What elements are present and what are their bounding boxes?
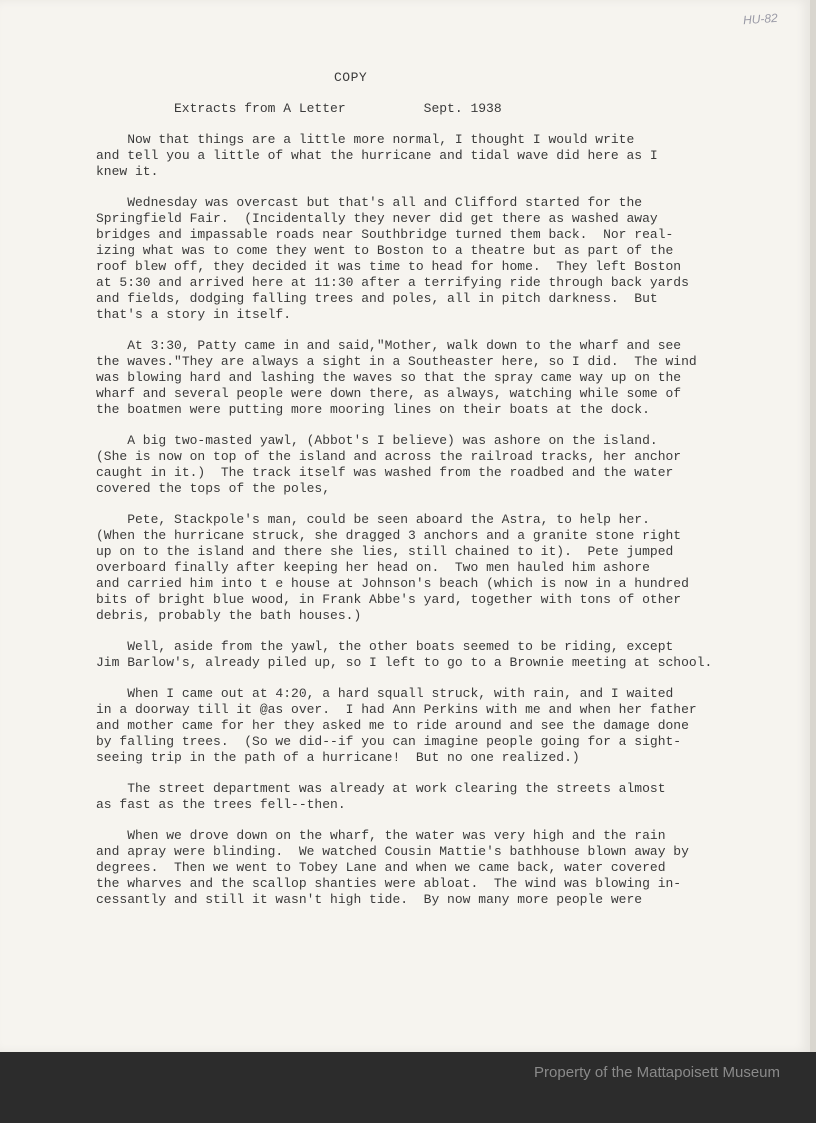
text-line: Now that things are a little more normal, I thought I would write — [96, 132, 635, 147]
paragraph — [96, 433, 736, 497]
text-line: as fast as the trees fell--then. — [96, 797, 346, 812]
archive-mark: HU-82 — [742, 10, 779, 28]
page-title: COPY — [334, 70, 368, 85]
text-line: the wharves and the scallop shanties were abloat. The wind was blowing in- — [96, 876, 682, 891]
text-line: Springfield Fair. (Incidentally they never did get there as washed away — [96, 211, 658, 226]
text-line: A big two-masted yawl, (Abbot's I believe) was ashore on the island. — [96, 433, 658, 448]
text-line: caught in it.) The track itself was washed from the roadbed and the water — [96, 465, 674, 480]
text-line: and carried him into t e house at Johnson's beach (which is now in a hundred — [96, 576, 689, 591]
text-line: Jim Barlow's, already piled up, so I left to go to a Brownie meeting at school. — [96, 655, 713, 670]
text-line: and mother came for her they asked me to ride around and see the damage done — [96, 718, 689, 733]
text-line: at 5:30 and arrived here at 11:30 after a terrifying ride through back yards — [96, 275, 689, 290]
paragraph — [96, 132, 736, 180]
text-line: (When the hurricane struck, she dragged 3 anchors and a granite stone right — [96, 528, 682, 543]
text-line: and tell you a little of what the hurricane and tidal wave did here as I — [96, 148, 658, 163]
text-line: the boatmen were putting more mooring lines on their boats at the dock. — [96, 402, 650, 417]
text-line: the waves."They are always a sight in a Southeaster here, so I did. The wind — [96, 354, 697, 369]
text-line: up on to the island and there she lies, still chained to it). Pete jumped — [96, 544, 674, 559]
scan-background — [0, 1052, 816, 1123]
text-line: debris, probably the bath houses.) — [96, 608, 362, 623]
page-edge — [810, 0, 816, 1052]
text-line: When I came out at 4:20, a hard squall struck, with rain, and I waited — [96, 686, 674, 701]
text-line: that's a story in itself. — [96, 307, 292, 322]
text-line: izing what was to come they went to Boston to a theatre but as part of the — [96, 243, 674, 258]
paragraph — [96, 639, 736, 671]
paragraph — [96, 686, 736, 766]
text-line: and apray were blinding. We watched Cousin Mattie's bathhouse blown away by — [96, 844, 689, 859]
text-line: When we drove down on the wharf, the water was very high and the rain — [96, 828, 666, 843]
text-line: bits of bright blue wood, in Frank Abbe's yard, together with tons of other — [96, 592, 682, 607]
text-line: degrees. Then we went to Tobey Lane and when we came back, water covered — [96, 860, 666, 875]
text-line: wharf and several people were down there, as always, watching while some of — [96, 386, 682, 401]
text-line: Well, aside from the yawl, the other boats seemed to be riding, except — [96, 639, 674, 654]
letter-body — [96, 132, 736, 923]
text-line: covered the tops of the poles, — [96, 481, 331, 496]
text-line: was blowing hard and lashing the waves so that the spray came way up on the — [96, 370, 682, 385]
museum-attribution: Property of the Mattapoisett Museum — [534, 1064, 780, 1081]
text-line: bridges and impassable roads near Southbridge turned them back. Nor real- — [96, 227, 674, 242]
text-line: in a doorway till it @as over. I had Ann Perkins with me and when her father — [96, 702, 697, 717]
paragraph — [96, 195, 736, 323]
text-line: roof blew off, they decided it was time to head for home. They left Boston — [96, 259, 682, 274]
paragraph — [96, 338, 736, 418]
text-line: The street department was already at work clearing the streets almost — [96, 781, 666, 796]
text-line: seeing trip in the path of a hurricane! But no one realized.) — [96, 750, 580, 765]
paragraph — [96, 828, 736, 908]
text-line: overboard finally after keeping her head on. Two men hauled him ashore — [96, 560, 650, 575]
letter-subtitle: Extracts from A Letter Sept. 1938 — [174, 101, 502, 116]
paragraph — [96, 512, 736, 624]
text-line: Pete, Stackpole's man, could be seen aboard the Astra, to help her. — [96, 512, 650, 527]
text-line: Wednesday was overcast but that's all and Clifford started for the — [96, 195, 643, 210]
text-line: cessantly and still it wasn't high tide. By now many more people were — [96, 892, 643, 907]
text-line: by falling trees. (So we did--if you can imagine people going for a sight- — [96, 734, 682, 749]
text-line: (She is now on top of the island and across the railroad tracks, her anchor — [96, 449, 682, 464]
text-line: knew it. — [96, 164, 159, 179]
text-line: and fields, dodging falling trees and poles, all in pitch darkness. But — [96, 291, 658, 306]
paragraph — [96, 781, 736, 813]
text-line: At 3:30, Patty came in and said,"Mother, walk down to the wharf and see — [96, 338, 682, 353]
